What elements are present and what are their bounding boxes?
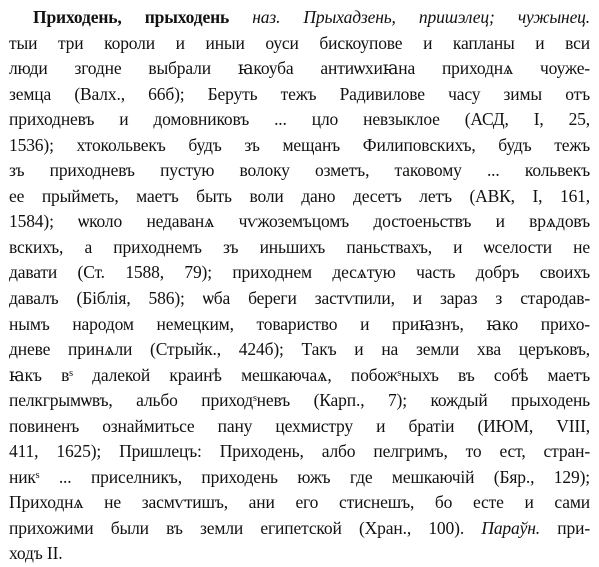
entry-segment: 1536); хтокольвекъ будъ зъ мещанъ Филиповскихъ, будъ тежъ [9, 134, 590, 155]
entry-segment: давалъ (Біблія, 586); ѡба береги застѵпили, и зараз з стародав- [9, 288, 590, 309]
entry-line [9, 260, 590, 286]
entry-segment: приходневъ и домовниковъ ... цло невзыклое (АСД, I, 25, [9, 109, 590, 130]
entry-segment: ее прыйметь, маетъ быть воли дано десетъ летъ (АВК, I, 161, [9, 185, 590, 206]
entry-line [9, 158, 590, 184]
entry-line [9, 56, 590, 82]
entry-line [9, 541, 590, 567]
dictionary-entry [9, 5, 590, 567]
entry-line [9, 5, 590, 31]
entry-segment: ходъ II. [9, 543, 63, 564]
entry-segment: 411, 1625); Пришлецъ: Приходень, албо пелгримъ, то ест, стран- [9, 441, 590, 462]
entry-segment: пелкгрымѡвъ, альбо приходˢневъ (Карп., 7); кождый прыходень [9, 390, 590, 411]
entry-line [9, 107, 590, 133]
entry-segment: при- [540, 517, 590, 538]
entry-line [9, 414, 590, 440]
entry-segment: земца (Валх., 66б); Беруть тежъ Радивилове часу зимы отъ [9, 83, 590, 104]
entry-segment: вскихъ, а приходнемъ зъ иньшихъ паньствахъ, и ѡселости не [9, 236, 590, 257]
entry-segment: повиненъ ознаймитьсе пану цехмистру и братіи (ИЮМ, VIII, [9, 415, 590, 436]
entry-segment: наз. Прыхадзень, пришэлец; чужынец. [229, 7, 591, 27]
entry-segment: ꙗкъ вˢ далекой краинѣ мешкаючаѧ, побожˢныхъ въ собѣ маетъ [9, 364, 590, 385]
entry-line [9, 184, 590, 210]
entry-line [9, 363, 590, 389]
entry-line [9, 235, 590, 261]
entry-segment: никˢ ... приселникъ, приходень южъ где мешкаючій (Бяр., 129); [9, 466, 590, 487]
entry-line [9, 312, 590, 338]
entry-segment: зъ приходневъ пустую волоку озметъ, таковому ... кольвекъ [9, 160, 590, 181]
entry-line [9, 337, 590, 363]
entry-line [9, 465, 590, 491]
entry-line [9, 82, 590, 108]
entry-segment: прихожими были въ земли египетской (Хран., 100). [9, 517, 482, 538]
entry-segment: давати (Ст. 1588, 79); приходнем десѧтую часть добръ своихъ [9, 262, 590, 283]
entry-line [9, 209, 590, 235]
entry-line [9, 490, 590, 516]
entry-segment: Параўн. [481, 517, 540, 538]
entry-segment: дневе принѧли (Стрыйк., 424б); Такъ и на земли хва церъковъ, [9, 339, 590, 360]
entry-segment: люди згодне выбрали ꙗкоуба антиѡхиꙗна приходнѧ чоуже- [9, 58, 590, 79]
entry-line [9, 439, 590, 465]
entry-line [9, 31, 590, 57]
entry-segment: Приходнѧ не засмѵтишъ, ани его стиснешъ, бо есте и сами [9, 492, 590, 513]
entry-segment: тыи три короли и иныи оуси бискоупове и капланы и вси [9, 32, 590, 53]
headword: Приходень, прыходень [33, 7, 230, 27]
entry-line [9, 133, 590, 159]
entry-segment: 1584); ѡколо недаванѧ чѵжоземъцомъ достоеньствъ и врѧдовъ [9, 211, 590, 232]
entry-line [9, 286, 590, 312]
entry-segment: нымъ народом немецким, товариство и приꙗзнъ, ꙗко прихо- [9, 313, 590, 334]
entry-line [9, 388, 590, 414]
